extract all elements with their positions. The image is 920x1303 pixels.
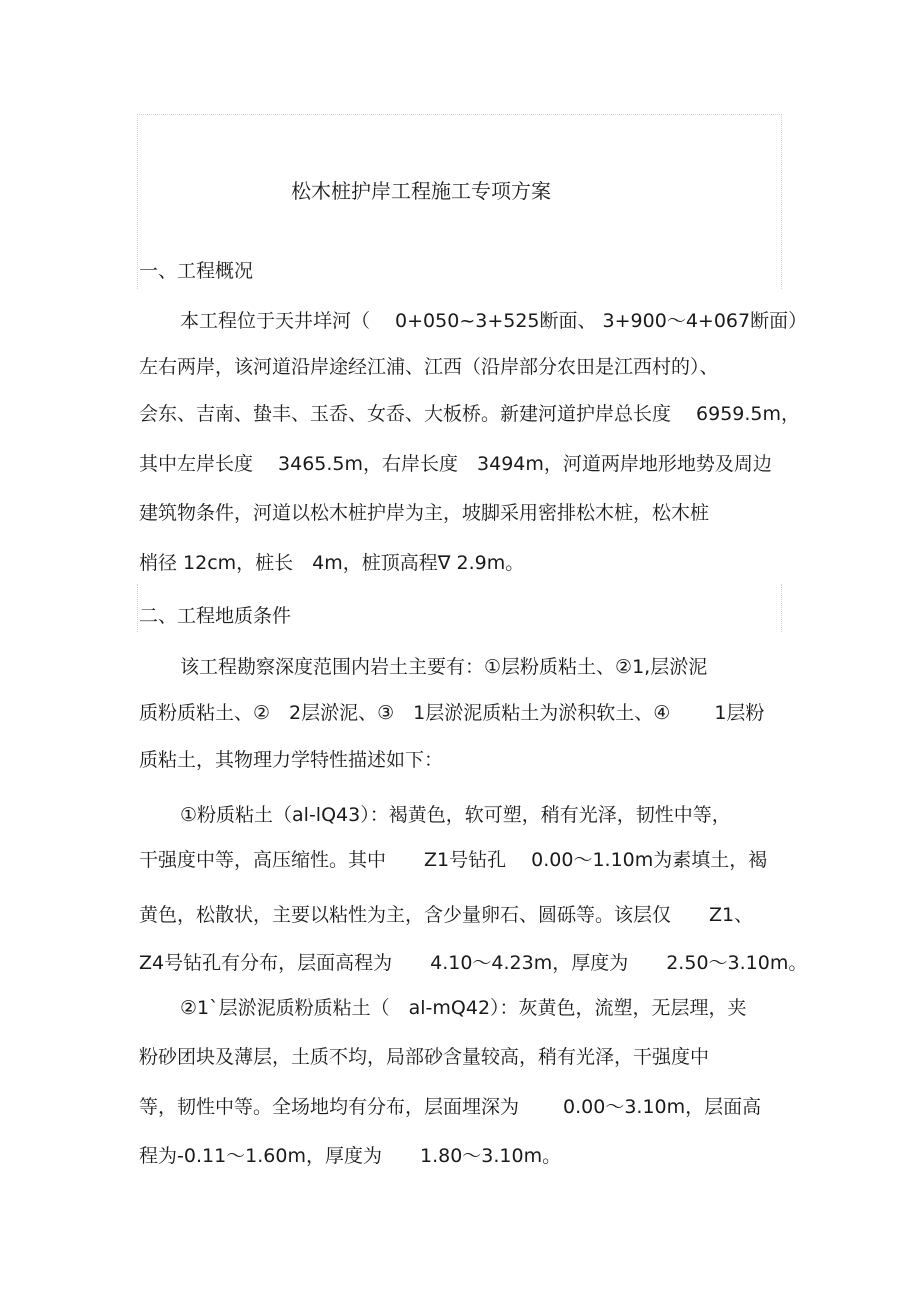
paragraph-line: 本工程位于天井垟河（ 0+050~3+525断面、 3+900～4+067断面） <box>180 310 808 332</box>
paragraph-line: 该工程勘察深度范围内岩土主要有：①层粉质粘土、②1,层淤泥 <box>180 656 708 678</box>
paragraph-line: 建筑物条件，河道以松木桩护岸为主，坡脚采用密排松木桩，松木桩 <box>139 502 710 524</box>
paragraph-line: 左右两岸，该河道沿岸途经江浦、江西（沿岸部分农田是江西村的）、 <box>139 356 719 378</box>
paragraph-line: 梢径 12cm，桩长 4m，桩顶高程∇ 2.9m。 <box>139 552 525 574</box>
paragraph-line: 会东、吉南、蛰丰、玉岙、女岙、大板桥。新建河道护岸总长度 6959.5m， <box>139 403 801 425</box>
paragraph-line: ①粉质粘土（al-lQ43）：褐黄色，软可塑，稍有光泽，韧性中等， <box>180 804 731 826</box>
paragraph-line: 粉砂团块及薄层，土质不均，局部砂含量较高，稍有光泽，干强度中 <box>139 1046 710 1068</box>
paragraph-line: 质粘土，其物理力学特性描述如下： <box>139 749 444 771</box>
paragraph-line: 程为-0.11～1.60m，厚度为 1.80～3.10m。 <box>139 1145 562 1167</box>
paragraph-line: 干强度中等，高压缩性。其中 Z1号钻孔 0.00～1.10m为素填土，褐 <box>139 849 768 871</box>
paragraph-line: 黄色，松散状，主要以粘性为主，含少量卵石、圆砾等。该层仅 Z1、 <box>139 904 754 926</box>
document-title: 松木桩护岸工程施工专项方案 <box>291 179 551 203</box>
paragraph-line: 其中左岸长度 3465.5m，右岸长度 3494m，河道两岸地形地势及周边 <box>139 453 772 475</box>
section-heading-geology: 二、工程地质条件 <box>139 605 292 627</box>
paragraph-line: 质粉质粘土、② 2层淤泥、③ 1层淤泥质粘土为淤积软土、④ 1层粉 <box>139 702 765 724</box>
paragraph-line: ②1`层淤泥质粉质粘土（ al-mQ42）：灰黄色，流塑，无层理，夹 <box>180 997 747 1019</box>
paragraph-line: 等，韧性中等。全场地均有分布，层面埋深为 0.00～3.10m，层面高 <box>139 1096 762 1118</box>
paragraph-line: Z4号钻孔有分布，层面高程为 4.10～4.23m，厚度为 2.50～3.10m。 <box>139 952 808 974</box>
section-heading-overview: 一、工程概况 <box>139 260 254 282</box>
